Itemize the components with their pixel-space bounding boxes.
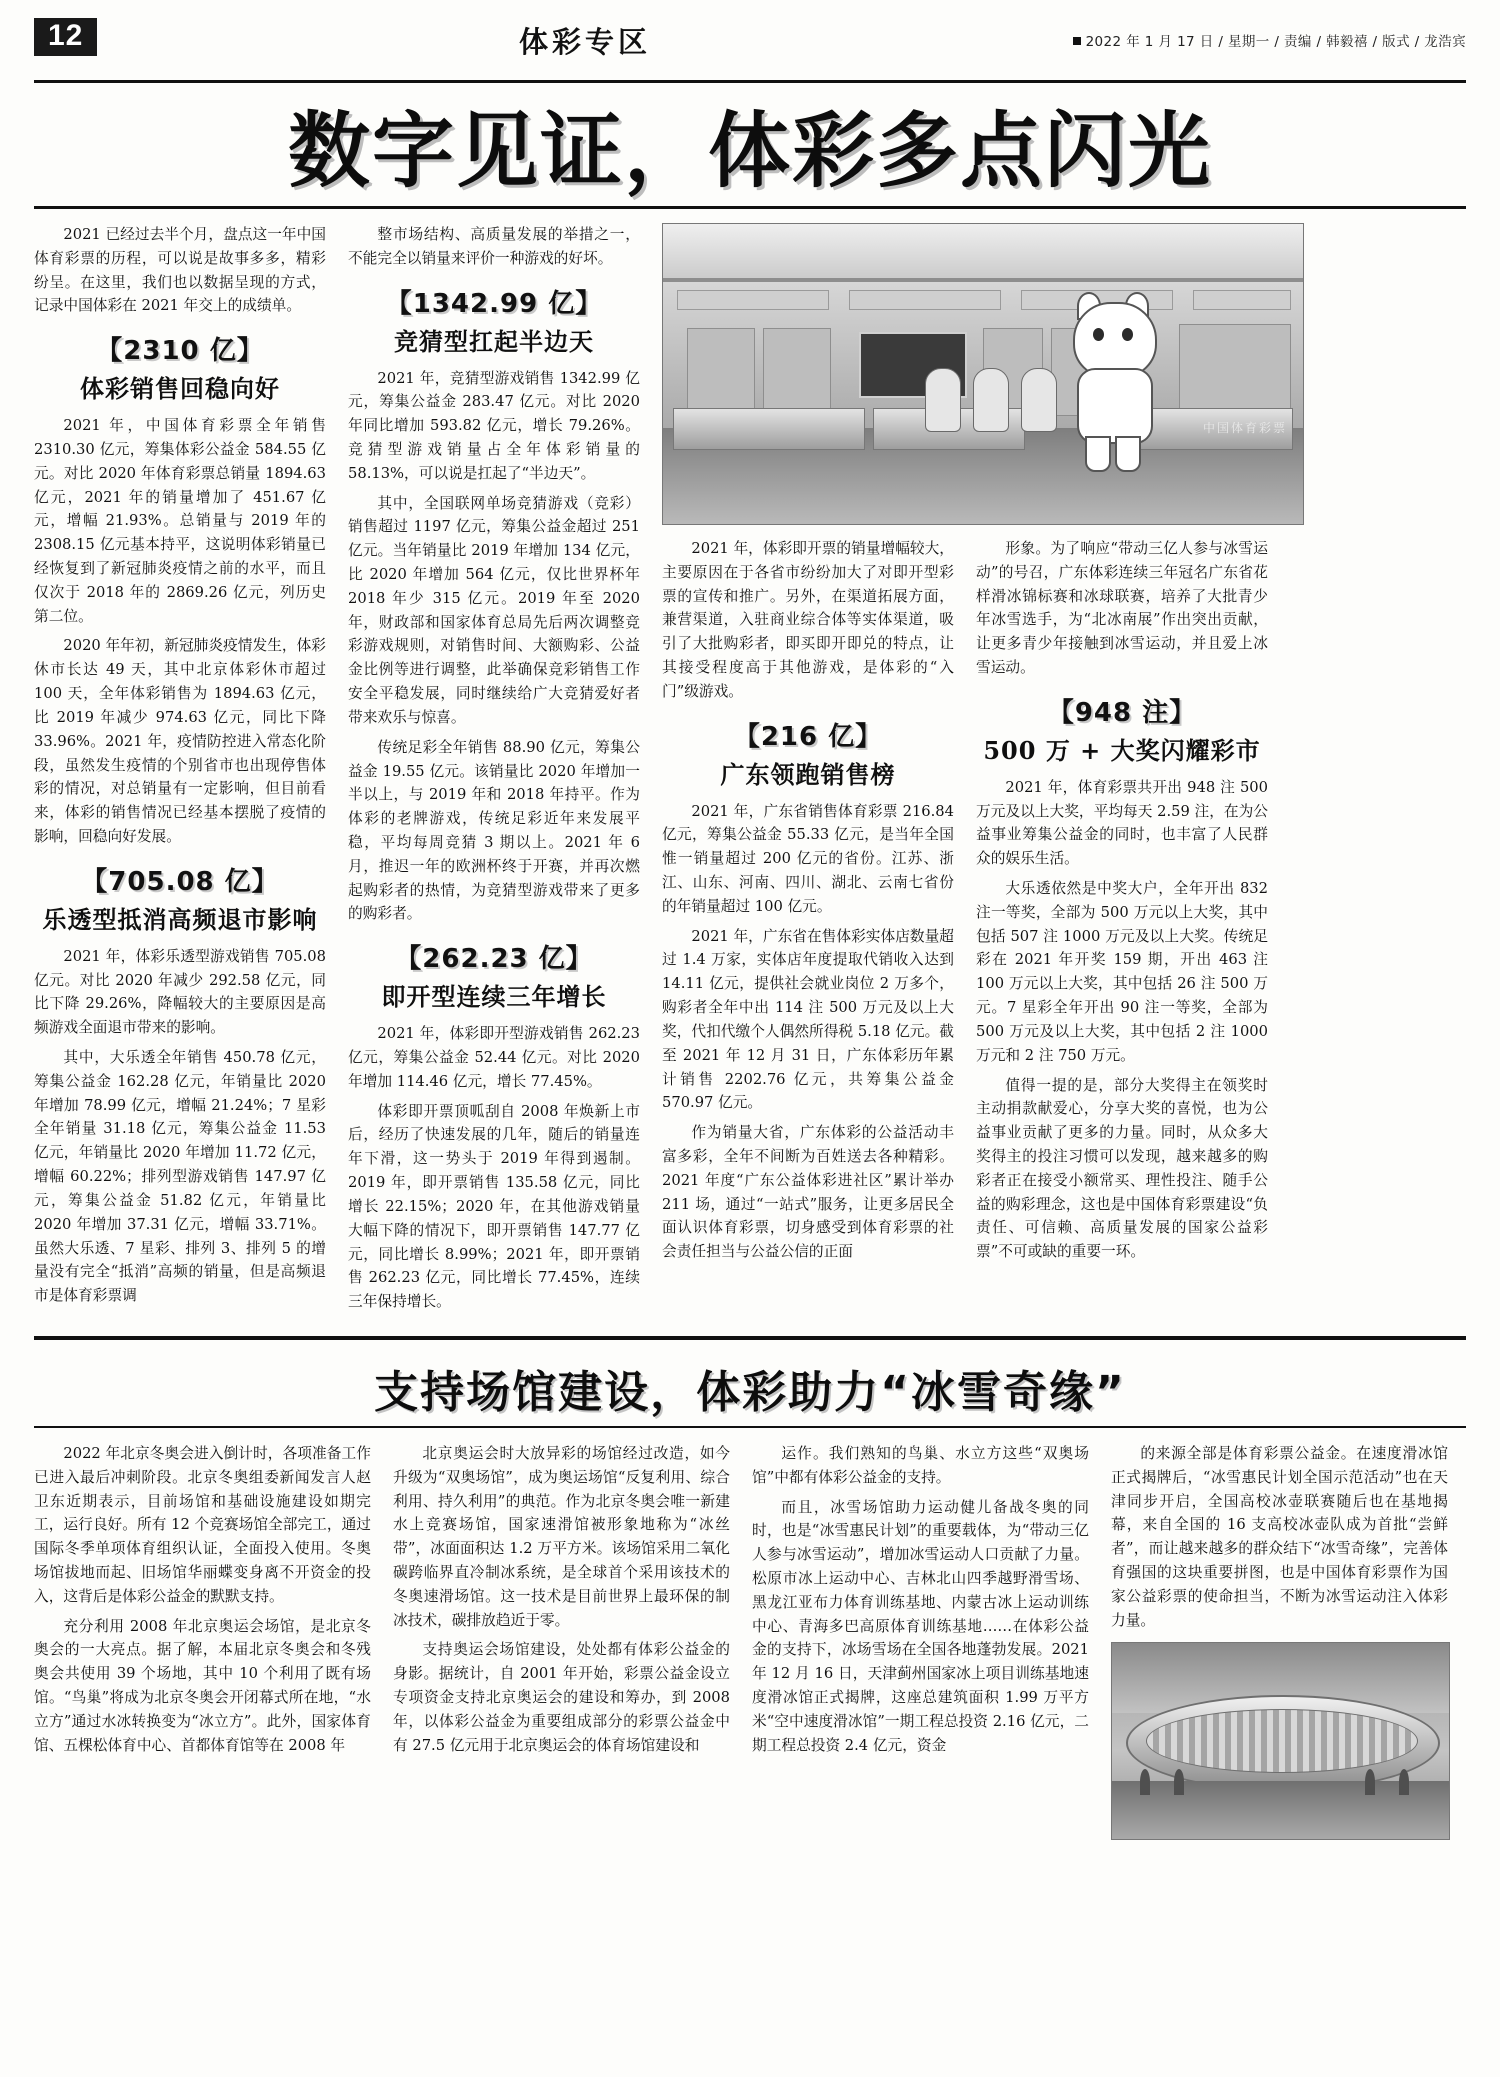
page-title: 数字见证，体彩多点闪光 [287, 104, 1212, 199]
photo-lottery-store [662, 223, 1304, 525]
photo-ceiling [663, 224, 1303, 282]
photo-mascot-leg [1085, 436, 1111, 472]
section-title: 体彩专区 [518, 25, 651, 59]
paragraph: 传统足彩全年销售 88.90 亿元，筹集公益金 19.55 亿元。该销量比 2020 年增加一半以上，与 2019 年和 2018 年持平。作为体彩的老牌游戏，传统足彩近年来发展平稳，平均每周竞猜 3 期以上。2021 年 6 月，推迟一年的欧洲杯终于开赛，并再次燃起购彩者的热情，为竞猜型游戏带来了更多的购彩者。 [348, 738, 640, 923]
photo-small-mascot [973, 368, 1009, 432]
paragraph: 2021 年，体彩乐透型游戏销售 705.08 亿元。对比 2020 年减少 292.58 亿元，同比下降 29.26%，降幅较大的主要原因是高频游戏全面退市带来的影响。 [34, 947, 326, 1037]
photo-logo-text: 中国体育彩票 [1202, 420, 1287, 435]
photo-wall-panel [763, 328, 831, 416]
article-2-column-2 [393, 1442, 730, 1764]
section-title: 体彩销售回稳向好 [80, 374, 280, 404]
paragraph: 体彩即开票顶呱刮自 2008 年焕新上市后，经历了快速发展的几年，随后的销量连年下滑，这一势头于 2019 年得到遏制。2019 年，即开票销售 135.58 亿元，同比增长 22.15%；2020 年，在其他游戏销量大幅下降的情况下，即开票销售 147.77 亿元，同比增长 8.99%；2021 年，即开票销售 262.23 亿元，同比增长 77.45%，连续三年保持增长。 [348, 1102, 640, 1311]
photo-banner [849, 290, 1001, 310]
article-2 [34, 1442, 1466, 1841]
photo-mascot-body [1077, 368, 1153, 444]
section-title: 广东领跑销售榜 [720, 759, 896, 789]
photo-speed-skating-oval [1111, 1642, 1450, 1840]
article-2-column-3 [752, 1442, 1089, 1764]
paragraph: 支持奥运会场馆建设，处处都有体彩公益金的身影。据统计，自 2001 年开始，彩票公益金设立专项资金支持北京奥运会的建设和筹办，到 2008 年，以体彩公益金为重要组成部分的彩票公益金中有 27.5 亿元用于北京奥运会的体育场馆建设和 [393, 1641, 730, 1754]
paragraph: 2022 年北京冬奥会进入倒计时，各项准备工作已进入最后冲刺阶段。北京冬奥组委新闻发言人赵卫东近期表示，目前场馆和基础设施建设如期完工，运行良好。所有 12 个竞赛场馆全部完工，通过国际冬季单项体育组织认证，全面投入使用。冬奥场馆拔地而起、旧场馆华丽蝶变身离不开资金的投入，这背后是体彩公益金的默默支持。 [34, 1444, 371, 1605]
paragraph: 值得一提的是，部分大奖得主在领奖时主动捐款献爱心，分享大奖的喜悦，也为公益事业贡献了更多的力量。同时，从众多大奖得主的投注习惯可以发现，越来越多的购彩者正在接受小额常买、理性投注、随手公益的购彩理念，这也是中国体育彩票建设“负责任、可信赖、高质量发展的国家公益彩票”不可或缺的重要一环。 [976, 1076, 1268, 1261]
photo-tree [1174, 1769, 1184, 1795]
masthead [34, 18, 1466, 83]
photo-counter [673, 408, 865, 450]
article-1-column-1 [34, 223, 326, 1314]
issue-info-text: 2022 年 1 月 17 日 / 星期一 / 责编 / 韩毅禧 / 版式 / 龙浩宾 [1085, 34, 1466, 50]
article-1-column-3 [662, 537, 954, 1270]
paragraph: 的来源全部是体育彩票公益金。在速度滑冰馆正式揭牌后，“冰雪惠民计划全国示范活动”也在天津同步开启，全国高校冰壶联赛随后也在基地揭幕，来自全国的 16 支高校冰壶队成为首批“尝鲜者”，而让越来越多的群众结下“冰雪奇缘”，完善体育强国的这块重要拼图，也是中国体育彩票作为国家公益彩票的使命担当，不断为冰雪运动注入体彩力量。 [1111, 1444, 1448, 1629]
section-amount: 【705.08 亿】 [81, 866, 279, 897]
section-amount: 【1342.99 亿】 [385, 288, 603, 319]
issue-info [1073, 18, 1466, 50]
divider-rule-thin [34, 1426, 1466, 1428]
paragraph: 2021 已经过去半个月，盘点这一年中国体育彩票的历程，可以说是故事多多，精彩纷呈。在这里，我们也以数据呈现的方式，记录中国体彩在 2021 年交上的成绩单。 [34, 225, 326, 315]
article-divider [34, 1336, 1466, 1340]
section-title: 500 万 + 大奖闪耀彩市 [983, 735, 1261, 765]
article-1-column-4 [976, 537, 1268, 1270]
section-amount: 【2310 亿】 [96, 336, 264, 367]
page-number: 12 [34, 18, 97, 56]
article-1-columns-3-4 [662, 223, 1302, 1270]
paragraph: 其中，全国联网单场竞猜游戏（竞彩）销售超过 1197 亿元，筹集公益金超过 251 亿元。当年销量比 2019 年增加 134 亿元，比 2020 年增加 564 亿元，仅比世界杯年 2018 年少 315 亿元。2019 年至 2020 年，财政部和国家体育总局先后两次调整竞彩游戏规则，对销售时间、大额购彩、公益金比例等进行调整，此举确保竞彩销售工作安全平稳发展，同时继续给广大竞猜爱好者带来欢乐与惊喜。 [348, 494, 640, 726]
photo-banner [677, 290, 829, 310]
paragraph: 2021 年，体彩即开型游戏销售 262.23 亿元，筹集公益金 52.44 亿元。对比 2020 年增加 114.46 亿元，增长 77.45%。 [348, 1025, 640, 1090]
photo-small-mascot [1021, 368, 1057, 432]
paragraph: 2021 年，中国体育彩票全年销售 2310.30 亿元，筹集体彩公益金 584.55 亿元。对比 2020 年体育彩票总销量 1894.63 亿元，2021 年的销量增加了 451.67 亿元，增幅 21.93%。总销量与 2019 年的 2308.15 亿元基本持平，这说明体彩销量已经恢复到了新冠肺炎疫情之前的水平，而且仅次于 2018 年的 2869.26 亿元，列历史第二位。 [34, 417, 326, 625]
photo-mascot-eye [1093, 328, 1104, 341]
photo-tree [1140, 1769, 1150, 1795]
section-amount: 【216 亿】 [733, 721, 883, 752]
photo-tree [1365, 1769, 1375, 1795]
article-2-column-4 [1111, 1442, 1448, 1841]
paragraph: 北京奥运会时大放异彩的场馆经过改造，如今升级为“双奥场馆”，成为奥运场馆“反复利用、综合利用、持久利用”的典范。作为北京冬奥会唯一新建水上竞赛场馆，国家速滑馆被形象地称为“冰丝带”，冰面面积达 1.2 万平方米。该场馆采用二氧化碳跨临界直冷制冰系统，是全球首个采用该技术的冬奥速滑场馆。这一技术是目前世界上最环保的制冰技术，碳排放趋近于零。 [393, 1444, 730, 1629]
paragraph: 2021 年，广东省在售体彩实体店数量超过 1.4 万家，实体店年度提取代销收入达到 14.11 亿元，提供社会就业岗位 2 万多个，购彩者全年中出 114 注 500 万元及以上大奖，代扣代缴个人偶然所得税 5.18 亿元。截至 2021 年 12 月 31 日，广东体彩历年累计销售 2202.76 亿元，共筹集公益金 570.97 亿元。 [662, 927, 954, 1112]
article-1 [34, 223, 1466, 1320]
photo-tree [1399, 1769, 1409, 1795]
divider-rule [34, 206, 1466, 209]
paragraph: 2021 年，体育彩票共开出 948 注 500 万元及以上大奖，平均每天 2.59 注，在为公益事业筹集公益金的同时，也丰富了人民群众的娱乐生活。 [976, 778, 1268, 868]
photo-mascot-eye [1122, 328, 1133, 341]
paragraph: 而且，冰雪场馆助力运动健儿备战冬奥的同时，也是“冰雪惠民计划”的重要载体，为“带动三亿人参与冰雪运动”，增加冰雪运动人口贡献了力量。松原市冰上运动中心、吉林北山四季越野滑雪场、黑龙江亚布力体育训练基地、内蒙古冰上运动训练中心、青海多巴高原体育训练基地……在体彩公益金的支持下，冰场雪场在全国各地蓬勃发展。2021 年 12 月 16 日，天津蓟州国家冰上项目训练基地速度滑冰馆正式揭牌，这座总建筑面积 1.99 万平方米“空中速度滑冰馆”一期工程总投资 2.16 亿元，二期工程总投资 2.4 亿元，资金 [752, 1498, 1089, 1754]
paragraph: 其中，大乐透全年销售 450.78 亿元，筹集公益金 162.28 亿元，年销量比 2020 年增加 78.99 亿元，增幅 21.24%；7 星彩全年销量 31.18 亿元，筹集公益金 11.53 亿元，年销量比 2020 年增加 11.72 亿元，增幅 60.22%；排列型游戏销售 147.97 亿元，筹集公益金 51.82 亿元，年销量比 2020 年增加 37.31 亿元，增幅 33.71%。虽然大乐透、7 星彩、排列 3、排列 5 的增量没有完全“抵消”高频的销量，但是高频退市是体育彩票调 [34, 1049, 326, 1305]
paragraph: 2021 年，体彩即开票的销量增幅较大，主要原因在于各省市纷纷加大了对即开型彩票的宣传和推广。另外，在渠道拓展方面，兼营渠道，入驻商业综合体等实体渠道，吸引了大批购彩者，即买即开即兑的特点，让其接受程度高于其他游戏，是体彩的“入门”级游戏。 [662, 539, 954, 700]
section-amount: 【262.23 亿】 [395, 944, 593, 975]
article-2-column-1 [34, 1442, 371, 1764]
section-title: 乐透型抵消高频退市影响 [42, 904, 318, 934]
paragraph: 作为销量大省，广东体彩的公益活动丰富多彩，全年不间断为百姓送去各种精彩。2021 年度“广东公益体彩进社区”累计举办 211 场，通过“一站式”服务，让更多居民全面认识体育彩票，切身感受到体育彩票的社会责任担当与公益公信的正面 [662, 1124, 954, 1261]
section-title: 即开型连续三年增长 [381, 982, 607, 1012]
paragraph: 运作。我们熟知的鸟巢、水立方这些“双奥场馆”中都有体彩公益金的支持。 [752, 1444, 1089, 1486]
article-1-lower-columns [662, 537, 1302, 1270]
photo-mascot-leg [1115, 436, 1141, 472]
paragraph: 2021 年，竞猜型游戏销售 1342.99 亿元，筹集公益金 283.47 亿元。对比 2020 年同比增加 593.82 亿元，增长 79.26%。竞猜型游戏销量占全年体彩销量的 58.13%，可以说是扛起了“半边天”。 [348, 369, 640, 482]
article-2-title: 支持场馆建设，体彩助力“冰雪奇缘” [374, 1366, 1126, 1418]
section-amount: 【948 注】 [1047, 697, 1197, 728]
article-1-column-2 [348, 223, 640, 1320]
photo-wall-panel [1179, 324, 1291, 420]
paragraph: 整市场结构、高质量发展的举措之一，不能完全以销量来评价一种游戏的好坏。 [348, 225, 640, 267]
photo-small-mascot [925, 368, 961, 432]
paragraph: 充分利用 2008 年北京奥运会场馆，是北京冬奥会的一大亮点。据了解，本届北京冬奥会和冬残奥会共使用 39 个场地，其中 10 个利用了既有场馆。“鸟巢”将成为北京冬奥会开闭幕式所在地，“水立方”通过水冰转换变为“冰立方”。此外，国家体育馆、五棵松体育中心、首都体育馆等在 2008 年 [34, 1617, 371, 1754]
photo-mascot-head [1073, 302, 1157, 378]
photo-mascot [1067, 302, 1159, 472]
paragraph: 大乐透依然是中奖大户，全年开出 832 注一等奖，全部为 500 万元以上大奖，其中包括 507 注 1000 万元及以上大奖。传统足彩在 2021 年开奖 159 期，开出 463 注 100 万元以上大奖，其中包括 26 注 500 万元。7 星彩全年开出 90 注一等奖，全部为 500 万元及以上大奖，其中包括 2 注 1000 万元和 2 注 750 万元。 [976, 880, 1268, 1064]
paragraph: 2020 年年初，新冠肺炎疫情发生，体彩休市长达 49 天，其中北京体彩休市超过 100 天，全年体彩销售为 1894.63 亿元，比 2019 年减少 974.63 亿元，同比下降 33.96%。2021 年，疫情防控进入常态化阶段，虽然发生疫情的个别省市也出现停售体彩的情况，对总销量有一定影响，但目前看来，体彩的销售情况已经基本摆脱了疫情的影响，回稳向好发展。 [34, 637, 326, 845]
paragraph: 形象。为了响应“带动三亿人参与冰雪运动”的号召，广东体彩连续三年冠名广东省花样滑冰锦标赛和冰球联赛，培养了大批青少年冰雪选手，为“北冰南展”作出突出贡献，让更多青少年接触到冰雪运动，并且爱上冰雪运动。 [976, 539, 1268, 676]
paragraph: 2021 年，广东省销售体育彩票 216.84 亿元，筹集公益金 55.33 亿元，是当年全国惟一销量超过 200 亿元的省份。江苏、浙江、山东、河南、四川、湖北、云南七省份的年销量超过 100 亿元。 [662, 802, 954, 915]
section-title: 竞猜型扛起半边天 [394, 326, 594, 356]
photo-wall-panel [687, 328, 755, 416]
photo-banner [1193, 290, 1291, 310]
square-bullet-icon [1073, 37, 1081, 45]
